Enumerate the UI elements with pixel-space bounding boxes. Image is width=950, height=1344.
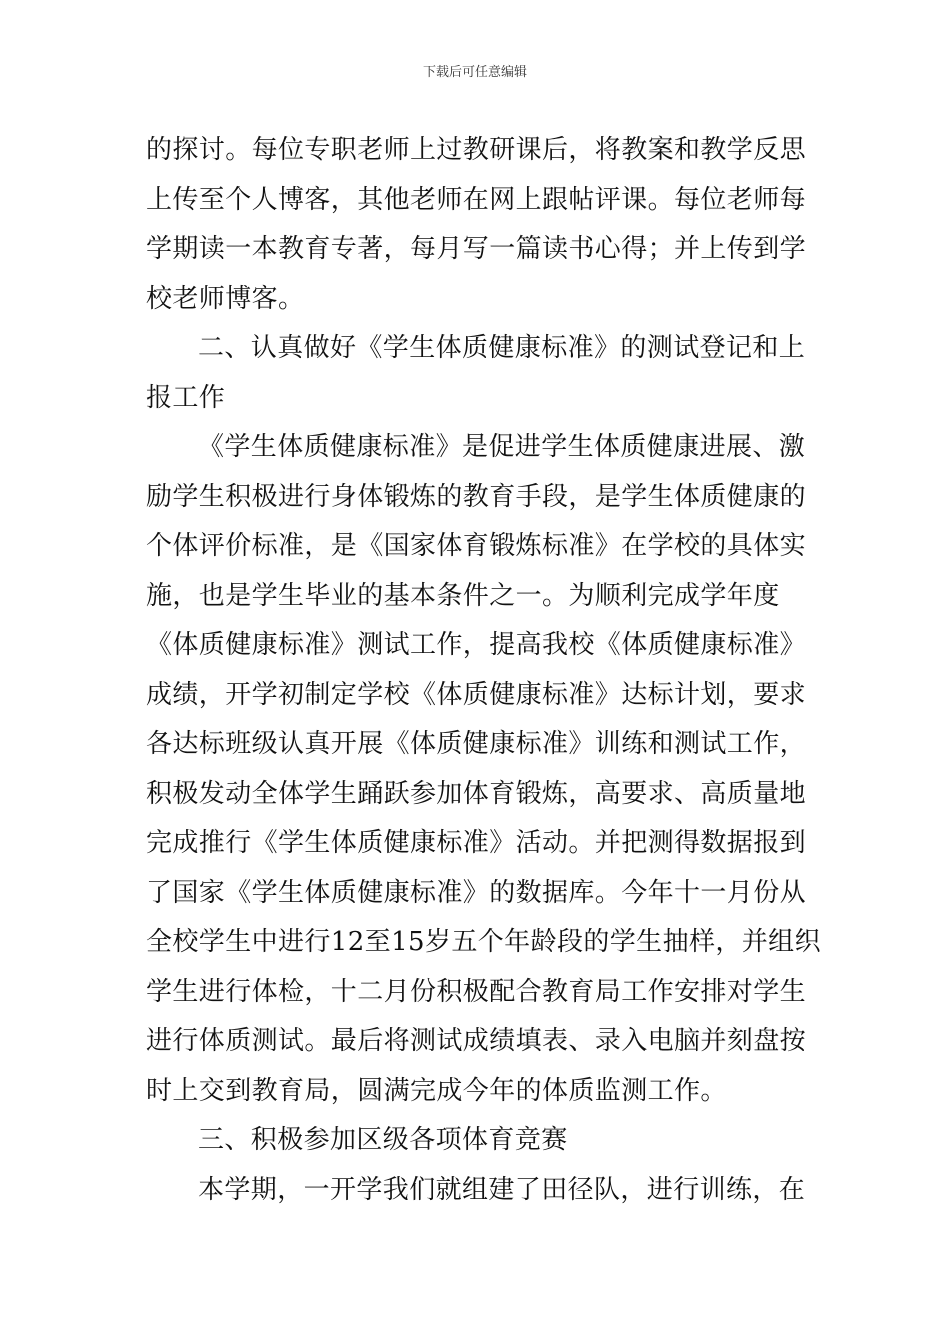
text-line: 校老师博客。	[146, 283, 305, 314]
text-line: 学生进行体检，十二月份积极配合教育局工作安排对学生	[146, 976, 807, 1007]
text-line: 成绩，开学初制定学校《体质健康标准》达标计划，要求	[146, 679, 807, 710]
text-line: 学期读一本教育专著，每月写一篇读书心得；并上传到学	[146, 234, 807, 264]
section-heading: 三、积极参加区级各项体育竞赛	[198, 1125, 568, 1155]
text-line: 的探讨。每位专职老师上过教研课后，将教案和教学反思	[146, 135, 807, 165]
text-line: 积极发动全体学生踊跃参加体育锻炼，高要求、高质量地	[146, 778, 807, 809]
text-line: 《体质健康标准》测试工作，提高我校《体质健康标准》	[146, 630, 807, 660]
text-line: 完成推行《学生体质健康标准》活动。并把测得数据报到	[146, 828, 807, 858]
text-line: 励学生积极进行身体锻炼的教育手段，是学生体质健康的	[146, 481, 807, 512]
document-body	[146, 126, 821, 1215]
text-line: 时上交到教育局，圆满完成今年的体质监测工作。	[146, 1075, 727, 1106]
text-line: 各达标班级认真开展《体质健康标准》训练和测试工作，	[146, 729, 807, 759]
text-line: 了国家《学生体质健康标准》的数据库。今年十一月份从	[146, 877, 807, 908]
text-line: 上传至个人博客，其他老师在网上跟帖评课。每位老师每	[146, 184, 807, 215]
section-heading-continued: 报工作	[146, 382, 226, 413]
text-line: 个体评价标准，是《国家体育锻炼标准》在学校的具体实	[146, 531, 807, 561]
text-line: 《学生体质健康标准》是促进学生体质健康进展、激	[198, 432, 806, 462]
text-line: 本学期，一开学我们就组建了田径队，进行训练，在	[198, 1174, 806, 1205]
text-line: 全校学生中进行12至15岁五个年龄段的学生抽样，并组织	[146, 927, 821, 957]
text-line: 施，也是学生毕业的基本条件之一。为顺利完成学年度	[146, 580, 780, 611]
text-line: 进行体质测试。最后将测试成绩填表、录入电脑并刻盘按	[146, 1026, 807, 1056]
page-header: 下载后可任意编辑	[422, 65, 527, 80]
section-heading: 二、认真做好《学生体质健康标准》的测试登记和上	[198, 333, 806, 363]
